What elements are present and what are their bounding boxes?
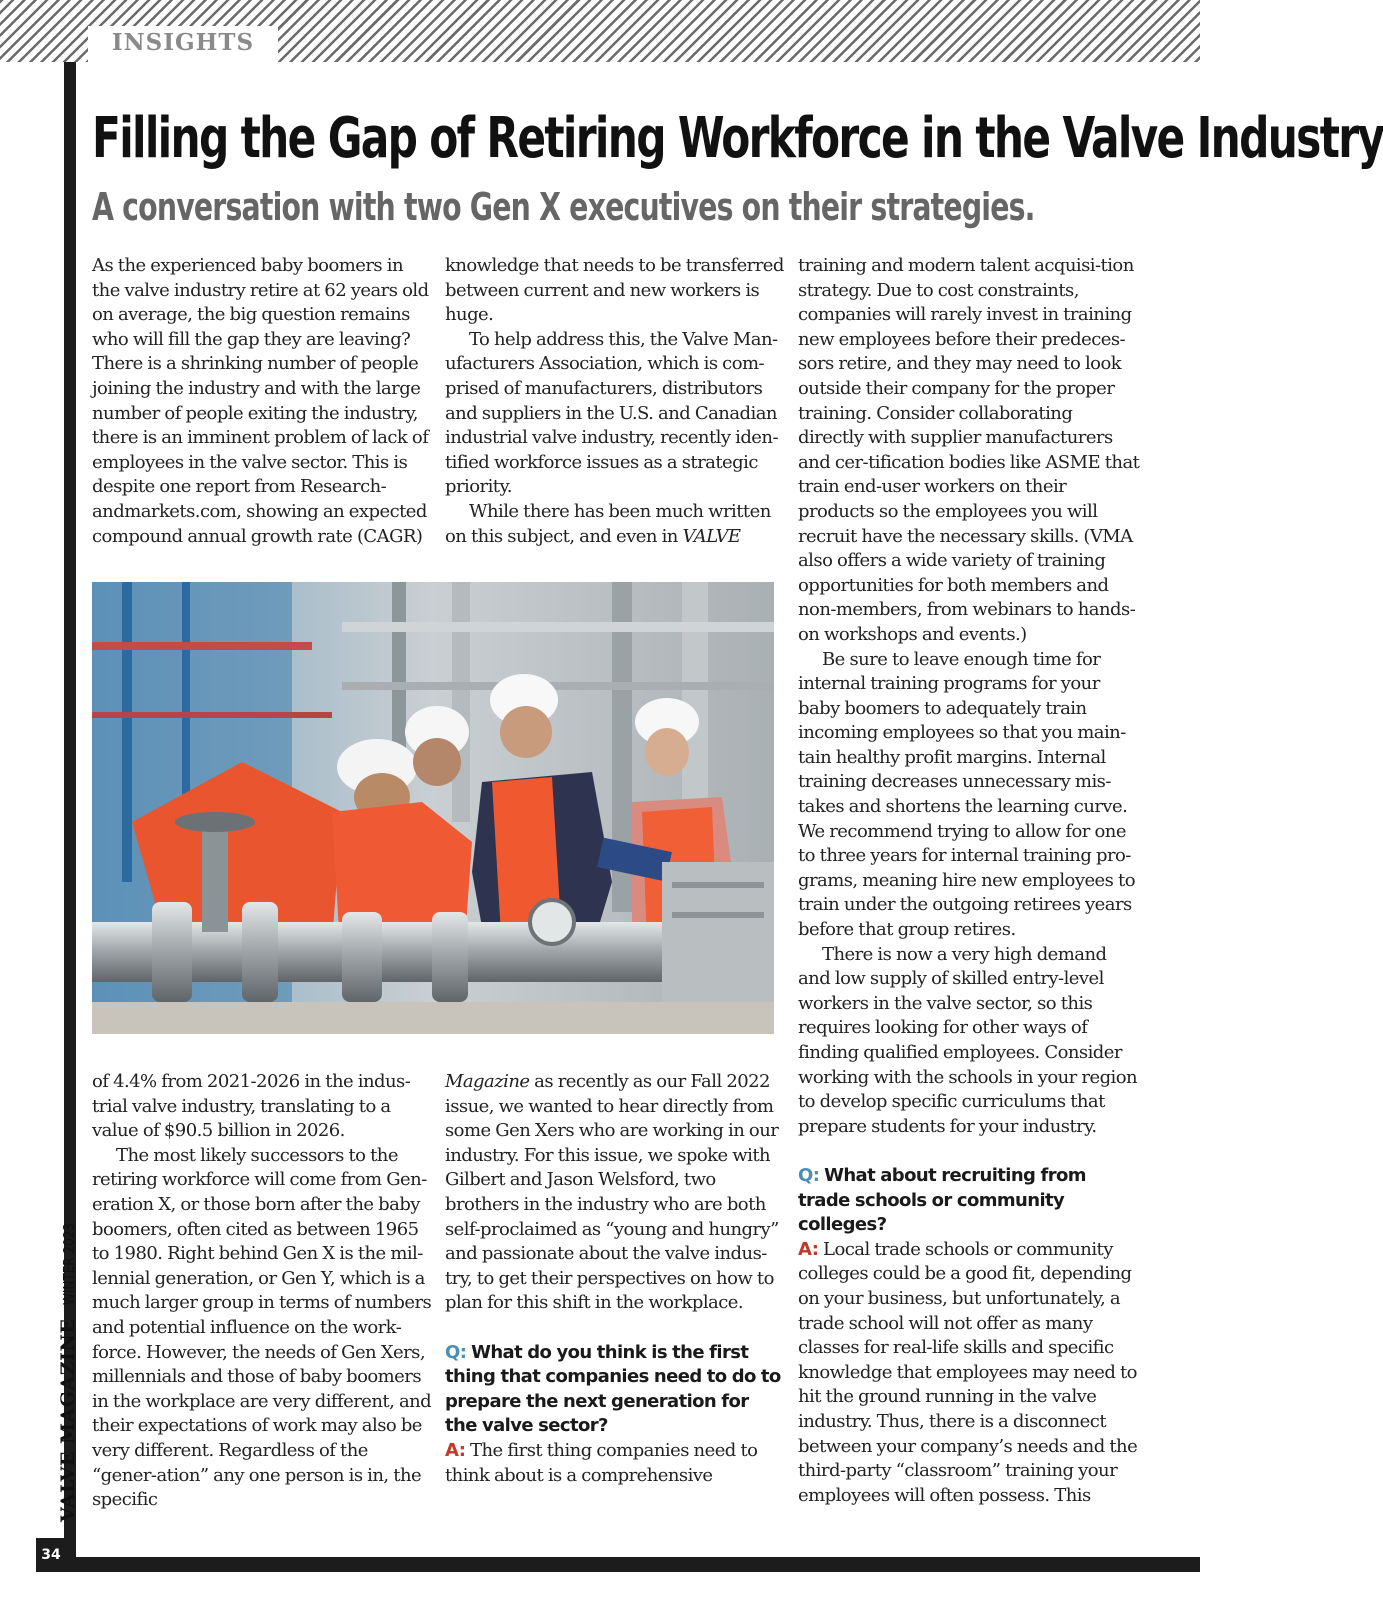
question-1 [445, 1341, 785, 1439]
magazine-name: VALVE MAGAZINE [57, 1318, 79, 1522]
bottom-margin-bar [64, 1557, 1200, 1572]
paragraph: As the experienced baby boomers in the valve industry retire at 62 years old on average, the big question remains who will fill the gap they are leaving? There is a shrinking number of people joining the industry and with the large number of people exiting the industry, there is an imminent problem of lack of employees in the valve sector. This is despite one report from Research-andmarkets.com, showing an expected compound annual growth rate (CAGR) [92, 255, 429, 547]
answer-2 [798, 1238, 1140, 1509]
spacer [445, 1316, 785, 1341]
question-mark-label: Q: [798, 1164, 820, 1186]
paragraph: training and modern talent acquisi-tion strategy. Due to cost constraints, companies will rarely invest in training new employees before their predeces-sors retire, and they may need to look outside their company for the proper training. Consider collaborating directly with supplier manufacturers and cer-tification bodies like ASME that train end-user workers on their products so the employees you will recruit have the necessary skills. (VMA also offers a wide variety of training opportunities for both members and non-members, from webinars to hands-on workshops and events.) [798, 255, 1140, 645]
workers-inspecting-valves-illustration [92, 582, 774, 1034]
question-mark-label: Q: [445, 1341, 467, 1363]
column-2-bottom [445, 1070, 785, 1488]
section-tab [88, 26, 278, 62]
answer-text: The first thing companies need to think about is a comprehensive [445, 1439, 758, 1486]
column-1-bottom [92, 1070, 432, 1513]
page-number: 34 [36, 1538, 66, 1572]
section-tab-label: INSIGHTS [111, 29, 255, 56]
magazine-title-italic: VALVE [682, 525, 741, 547]
answer-text: Local trade schools or community colleges could be a good fit, depending on your business, but unfortunately, a trade school will not offer as many classes for real-life skills and specific knowledge that employees may need to hit the ground running in the valve industry. Thus, there is a disconnect between your company’s needs and the third-party “classroom” training your employees will often possess. This [798, 1238, 1138, 1506]
article-photo [92, 582, 774, 1034]
paragraph: There is now a very high demand and low supply of skilled entry-level workers in the valve sector, so this requires looking for other ways of finding qualified employees. Consider working with the schools in your region to develop specific curriculums that prepare students for your industry. [798, 943, 1138, 1137]
question-text: What about recruiting from trade schools or community colleges? [798, 1164, 1086, 1236]
spacer [798, 1139, 1140, 1164]
paragraph [445, 500, 785, 549]
article-subheadline: A conversation with two Gen X executives on their strategies. [92, 185, 1035, 229]
article-headline: Filling the Gap of Retiring Workforce in the Valve Industry [92, 106, 1383, 171]
paragraph [445, 1070, 785, 1316]
issue-date: WINTER 2023 [60, 1222, 78, 1305]
answer-mark-label: A: [445, 1439, 466, 1461]
paragraph-text: While there has been much written on this subject, and even in [445, 500, 771, 547]
column-1-top [92, 254, 432, 549]
column-3 [798, 254, 1140, 1508]
answer-mark-label: A: [798, 1238, 819, 1260]
paragraph: Be sure to leave enough time for internal training programs for your baby boomers to adequately train incoming employees so that you main-tain healthy profit margins. Internal training decreases unnecessary mis-takes and shortens the learning curve. We recommend trying to allow for one to three years for internal training pro-grams, meaning hire new employees to train under the outgoing retirees years before that group retires. [798, 648, 1135, 941]
column-2-top [445, 254, 785, 549]
paragraph-text: as recently as our Fall 2022 issue, we wanted to hear directly from some Gen Xers who are working in our industry. For this issue, we spoke with Gilbert and Jason Welsford, two brothers in the industry who are both self-proclaimed as “young and hungry” and passionate about the valve indus-try, to get their perspectives on how to plan for this shift in the workplace. [445, 1071, 779, 1314]
question-2 [798, 1164, 1140, 1238]
paragraph: The most likely successors to the retiring workforce will come from Gen-eration X, or those born after the baby boomers, often cited as between 1965 to 1980. Right behind Gen X is the mil-lennial generation, or Gen Y, which is a much larger group in terms of numbers and potential influence on the work-force. However, the needs of Gen Xers, millennials and those of baby boomers in the workplace are very different, and their expectations of work may also be very different. Regardless of the “gener-ation” any one person is in, the specific [92, 1144, 432, 1511]
magazine-title-italic: Magazine [445, 1071, 530, 1092]
magazine-footer [58, 1202, 79, 1522]
paragraph: of 4.4% from 2021-2026 in the indus-trial valve industry, translating to a value of $90.5 billion in 2026. [92, 1071, 411, 1142]
answer-1 [445, 1439, 785, 1488]
paragraph: knowledge that needs to be transferred between current and new workers is huge. [445, 255, 784, 326]
question-text: What do you think is the first thing that companies need to do to prepare the next generation for the valve sector? [445, 1341, 781, 1437]
paragraph: To help address this, the Valve Man-ufacturers Association, which is com-prised of manufacturers, distributors and suppliers in the U.S. and Canadian industrial valve industry, recently iden-tified workforce issues as a strategic priority. [445, 328, 778, 498]
